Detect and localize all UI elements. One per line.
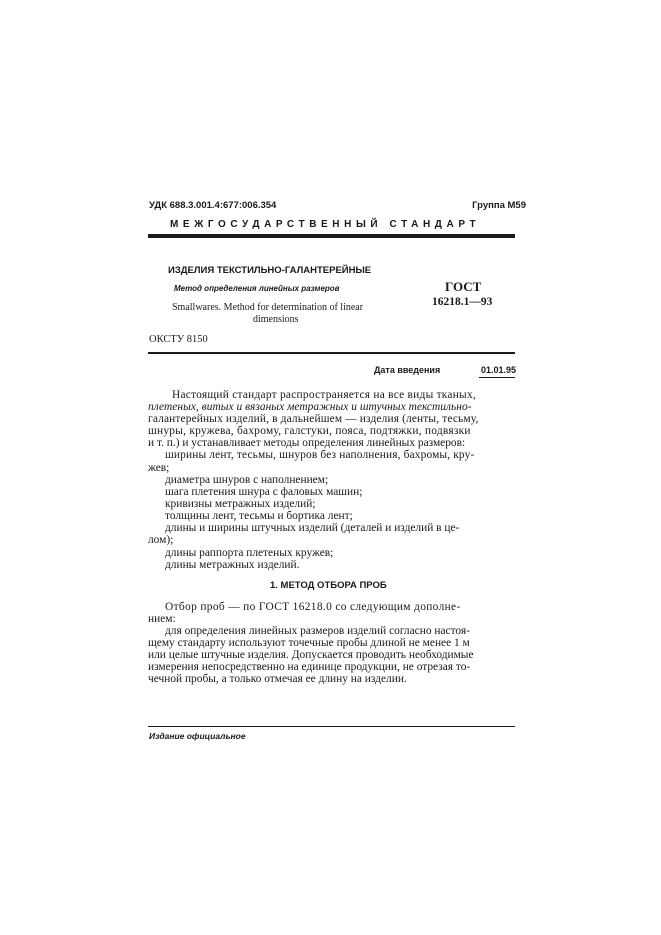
intro-date-label: Дата введения: [374, 365, 441, 375]
method-list: [148, 474, 460, 571]
intro-line: плетеных, витых и вязаных метражных и штучных текстильно-: [148, 401, 472, 414]
paragraph-line: или целые штучные изделия. Допускается проводить необходимые: [148, 649, 474, 662]
paragraph-line: для определения линейных размеров изделий согласно настоя-: [165, 625, 470, 637]
group-code: Группа М59: [472, 200, 526, 211]
list-item: диаметра шнуров с наполнением;: [165, 474, 329, 486]
title-block-rule: [148, 352, 515, 354]
list-item: лом);: [148, 534, 174, 547]
intro-line: жев;: [148, 461, 170, 474]
english-title-line2: dimensions: [253, 314, 299, 325]
udk-code: УДК 688.3.001.4:677:006.354: [149, 200, 277, 211]
english-title-line1: Smallwares. Method for determination of linear: [172, 302, 364, 313]
list-item: длины метражных изделий.: [165, 558, 300, 571]
gost-number: 16218.1—93: [432, 296, 493, 308]
paragraph-line: щему стандарту используют точечные пробы длиной не менее 1 м: [148, 637, 470, 650]
document-subtitle: Метод определения линейных размеров: [174, 284, 340, 293]
list-item: длины и ширины штучных изделий (деталей и изделий в це-: [165, 522, 460, 535]
intro-line: шнуры, кружева, бахрому, галстуки, пояса, подтяжки, подвязки: [148, 425, 471, 438]
list-item: длины раппорта плетеных кружев;: [165, 546, 334, 559]
section1-paragraph1: [148, 601, 461, 625]
intro-line: и т. п.) и устанавливает методы определения линейных размеров:: [148, 437, 466, 450]
standard-banner: МЕЖГОСУДАРСТВЕННЫЙ СТАНДАРТ: [170, 219, 481, 230]
okstu-code: ОКСТУ 8150: [149, 334, 208, 345]
document-title: ИЗДЕЛИЯ ТЕКСТИЛЬНО-ГАЛАНТЕРЕЙНЫЕ: [168, 265, 372, 276]
intro-date-value: 01.01.95: [481, 365, 517, 375]
paragraph-line: измерения непосредственно на единице продукции, не отрезая то-: [148, 661, 471, 674]
intro-paragraph: [148, 389, 478, 474]
banner-thick-rule: [148, 234, 515, 238]
gost-label: ГОСТ: [445, 279, 482, 294]
intro-line: ширины лент, тесьмы, шнуров без наполнения, бахромы, кру-: [165, 449, 475, 462]
paragraph-line: нием:: [148, 613, 176, 626]
paragraph-line: чечной пробы, а только отмечая ее длину на изделии.: [148, 673, 407, 686]
footer-rule: [148, 726, 515, 727]
list-item: кривизны метражных изделий;: [165, 498, 316, 511]
paragraph-line: Отбор проб — по ГОСТ 16218.0 со следующим дополне-: [165, 601, 461, 613]
list-item: шага плетения шнура с фаловых машин;: [165, 486, 363, 499]
intro-line: галантерейных изделий, в дальнейшем — изделия (ленты, тесьму,: [148, 413, 479, 426]
intro-line: Настоящий стандарт распространяется на все виды тканых,: [172, 389, 477, 401]
edition-note: Издание официальное: [149, 731, 246, 741]
intro-date-underline: [479, 377, 515, 378]
section-heading: 1. МЕТОД ОТБОРА ПРОБ: [270, 580, 387, 591]
list-item: толщины лент, тесьмы и бортика лент;: [165, 510, 353, 523]
section1-paragraph2: [148, 625, 474, 685]
